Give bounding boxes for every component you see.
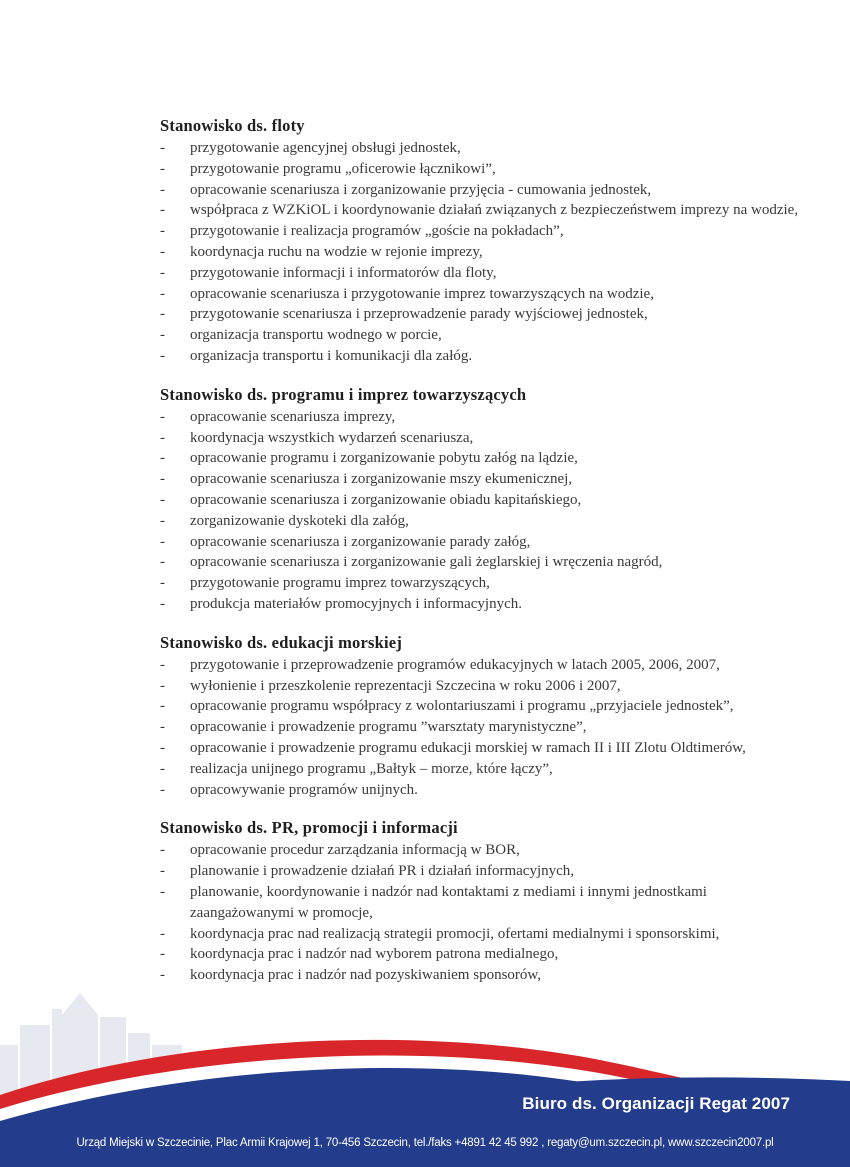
list-item <box>160 532 805 553</box>
dash-bullet: - <box>160 285 165 302</box>
list-item-text: realizacja unijnego programu „Bałtyk – morze, które łączy”, <box>190 760 553 777</box>
list-item <box>160 840 805 861</box>
list-item-text: przygotowanie agencyjnej obsługi jednostek, <box>190 140 461 156</box>
dash-bullet: - <box>160 595 165 612</box>
list-item <box>160 428 805 449</box>
dash-bullet: - <box>160 760 165 777</box>
dash-bullet: - <box>160 202 165 219</box>
dash-bullet: - <box>160 408 165 425</box>
list-item-text: opracowanie scenariusza i zorganizowanie mszy ekumenicznej, <box>190 471 573 488</box>
list-item-text: organizacja transportu i komunikacji dla załóg. <box>190 347 473 364</box>
dash-bullet: - <box>160 842 165 859</box>
dash-bullet: - <box>160 347 165 364</box>
list-item <box>160 676 805 697</box>
list-item <box>160 469 805 490</box>
section-list <box>160 840 805 986</box>
list-item <box>160 655 805 676</box>
dash-bullet: - <box>160 719 165 736</box>
list-item <box>160 717 805 738</box>
list-item <box>160 594 805 615</box>
dash-bullet: - <box>160 883 165 900</box>
section-list <box>160 655 805 801</box>
list-item-text: opracowanie scenariusza i zorganizowanie obiadu kapitańskiego, <box>190 491 582 508</box>
dash-bullet: - <box>160 429 165 446</box>
list-item <box>160 180 805 201</box>
list-item <box>160 221 805 242</box>
list-item-text: koordynacja prac nad realizacją strategii promocji, ofertami medialnymi i sponsorskimi, <box>190 925 720 942</box>
dash-bullet: - <box>160 781 165 798</box>
dash-bullet: - <box>160 512 165 529</box>
dash-bullet: - <box>160 223 165 240</box>
list-item <box>160 159 805 180</box>
list-item <box>160 200 805 221</box>
dash-bullet: - <box>160 698 165 715</box>
list-item-text: opracowanie scenariusza i zorganizowanie parady załóg, <box>190 533 531 550</box>
list-item-text: opracowanie programu współpracy z wolontariuszami i programu „przyjaciele jednostek”, <box>190 698 734 715</box>
list-item-text: opracowanie procedur zarządzania informacją w BOR, <box>190 842 520 859</box>
list-item <box>160 780 805 801</box>
list-item-text: koordynacja ruchu na wodzie w rejonie imprezy, <box>190 243 483 260</box>
dash-bullet: - <box>160 471 165 488</box>
list-item <box>160 924 805 945</box>
list-item-text: opracowywanie programów unijnych. <box>190 781 418 798</box>
list-item <box>160 759 805 780</box>
list-item-text: przygotowanie i przeprowadzenie programów edukacyjnych w latach 2005, 2006, 2007, <box>190 656 720 673</box>
dash-bullet: - <box>160 656 165 673</box>
list-item-text: przygotowanie programu „oficerowie łącznikowi”, <box>190 160 496 177</box>
list-item-text: przygotowanie informacji i informatorów dla floty, <box>190 264 497 281</box>
list-item <box>160 490 805 511</box>
list-item <box>160 511 805 532</box>
list-item <box>160 882 805 924</box>
section <box>160 818 805 986</box>
list-item-text: produkcja materiałów promocyjnych i informacyjnych. <box>190 595 522 612</box>
dash-bullet: - <box>160 739 165 756</box>
list-item <box>160 573 805 594</box>
list-item-text: planowanie i prowadzenie działań PR i działań informacyjnych, <box>190 863 575 880</box>
list-item <box>160 263 805 284</box>
dash-bullet: - <box>160 533 165 550</box>
section-heading: Stanowisko ds. edukacji morskiej <box>160 632 403 652</box>
footer-title: Biuro ds. Organizacji Regat 2007 <box>522 1094 790 1113</box>
dash-bullet: - <box>160 450 165 467</box>
list-item <box>160 325 805 346</box>
list-item <box>160 696 805 717</box>
dash-bullet: - <box>160 181 165 198</box>
list-item-text: zorganizowanie dyskoteki dla załóg, <box>190 512 409 529</box>
list-item-text: wyłonienie i przeszkolenie reprezentacji Szczecina w roku 2006 i 2007, <box>190 677 621 694</box>
section-list <box>160 138 805 367</box>
list-item-text: przygotowanie programu imprez towarzyszących, <box>190 575 490 592</box>
list-item <box>160 304 805 325</box>
dash-bullet: - <box>160 677 165 694</box>
section <box>160 633 805 801</box>
list-item-text: organizacja transportu wodnego w porcie, <box>190 327 442 344</box>
dash-bullet: - <box>160 306 165 323</box>
footer-address: Urząd Miejski w Szczecinie, Plac Armii Krajowej 1, 70-456 Szczecin, tel./faks +4891 42 45 992 , regaty@um.szczecin.pl, www.szczecin2007.pl <box>76 1137 774 1149</box>
list-item <box>160 552 805 573</box>
list-item <box>160 138 805 159</box>
list-item-text: koordynacja prac i nadzór nad pozyskiwaniem sponsorów, <box>190 967 542 984</box>
section-list <box>160 407 805 615</box>
dash-bullet: - <box>160 863 165 880</box>
section <box>160 116 805 367</box>
list-item <box>160 861 805 882</box>
dash-bullet: - <box>160 160 165 177</box>
list-item <box>160 944 805 965</box>
list-item-text: planowanie, koordynowanie i nadzór nad kontaktami z mediami i innymi jednostkami zaangażowanymi w promocje, <box>190 883 707 921</box>
list-item-text: opracowanie i prowadzenie programu edukacji morskiej w ramach II i III Zlotu Oldtimerów, <box>190 739 746 756</box>
list-item <box>160 284 805 305</box>
list-item-text: współpraca z WZKiOL i koordynowanie działań związanych z bezpieczeństwem imprezy na wodzie, <box>190 202 799 219</box>
list-item-text: przygotowanie scenariusza i przeprowadzenie parady wyjściowej jednostek, <box>190 306 648 323</box>
list-item <box>160 448 805 469</box>
list-item <box>160 407 805 428</box>
list-item <box>160 965 805 986</box>
list-item <box>160 738 805 759</box>
list-item <box>160 242 805 263</box>
list-item-text: przygotowanie i realizacja programów „goście na pokładach”, <box>190 223 564 240</box>
list-item-text: koordynacja prac i nadzór nad wyborem patrona medialnego, <box>190 946 559 963</box>
dash-bullet: - <box>160 967 165 984</box>
list-item <box>160 346 805 367</box>
document-body <box>160 116 805 1004</box>
list-item-text: opracowanie i prowadzenie programu ”warsztaty marynistyczne”, <box>190 719 587 736</box>
dash-bullet: - <box>160 140 165 156</box>
dash-bullet: - <box>160 243 165 260</box>
list-item-text: opracowanie scenariusza i przygotowanie imprez towarzyszących na wodzie, <box>190 285 654 302</box>
dash-bullet: - <box>160 554 165 571</box>
list-item-text: opracowanie programu i zorganizowanie pobytu załóg na lądzie, <box>190 450 578 467</box>
list-item-text: opracowanie scenariusza imprezy, <box>190 408 396 425</box>
dash-bullet: - <box>160 946 165 963</box>
dash-bullet: - <box>160 264 165 281</box>
dash-bullet: - <box>160 925 165 942</box>
dash-bullet: - <box>160 575 165 592</box>
list-item-text: koordynacja wszystkich wydarzeń scenariusza, <box>190 429 474 446</box>
section <box>160 385 805 615</box>
section-heading: Stanowisko ds. floty <box>160 116 305 135</box>
section-heading: Stanowisko ds. PR, promocji i informacji <box>160 818 458 838</box>
list-item-text: opracowanie scenariusza i zorganizowanie przyjęcia - cumowania jednostek, <box>190 181 652 198</box>
section-heading: Stanowisko ds. programu i imprez towarzyszących <box>160 384 527 404</box>
dash-bullet: - <box>160 491 165 508</box>
list-item-text: opracowanie scenariusza i zorganizowanie gali żeglarskiej i wręczenia nagród, <box>190 554 663 571</box>
dash-bullet: - <box>160 327 165 344</box>
